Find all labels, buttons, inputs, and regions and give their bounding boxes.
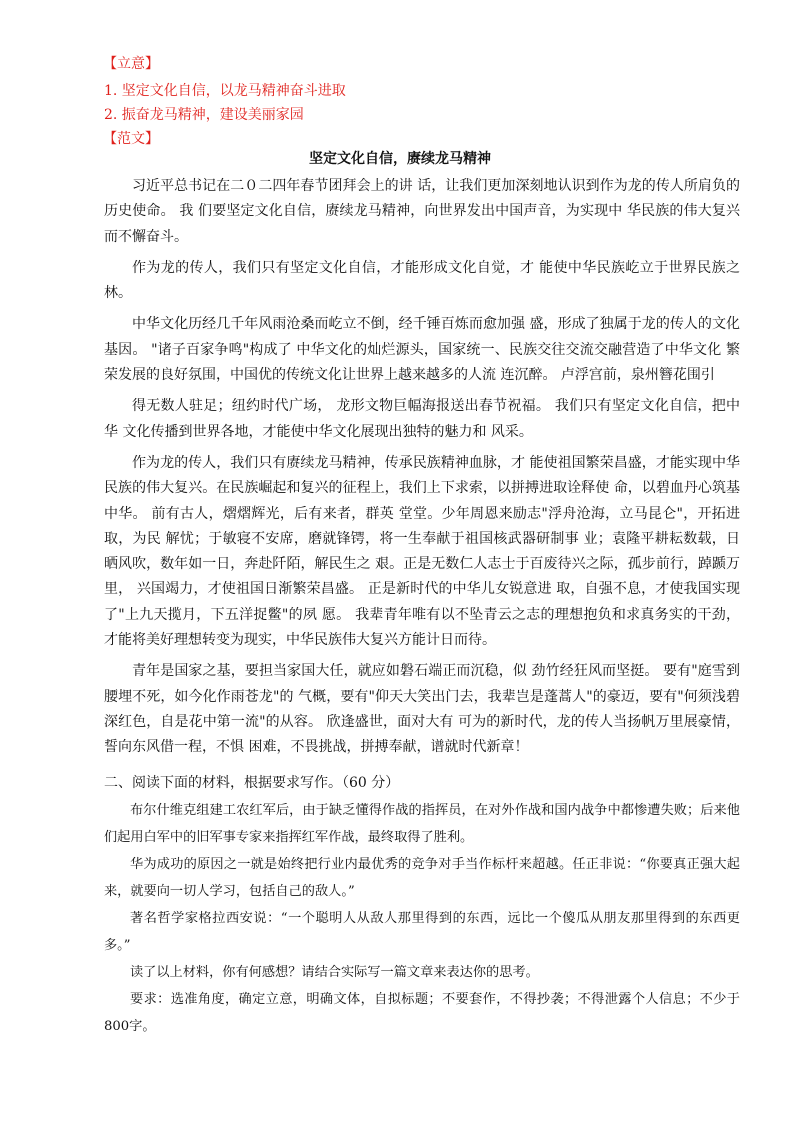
- essay-paragraph: 得无数人驻足；纽约时代广场， 龙形文物巨幅海报送出春节祝福。 我们只有坚定文化自信，把中华 文化传播到世界各地，才能使中华文化展现出独特的魅力和 风采。: [104, 398, 740, 440]
- essay-body: [104, 174, 740, 767]
- intent-point-2: 2. 振奋龙马精神，建设美丽家园: [104, 107, 304, 123]
- essay-paragraph: 中华文化历经几千年风雨沧桑而屹立不倒，经千锤百炼而愈加强 盛，形成了独属于龙的传人的文化基因。 "诸子百家争鸣"构成了 中华文化的灿烂源头，国家统一、民族交往交流交融营造了中华文化 繁荣发展的良好氛围，中国优的传统文化让世界上越来越多的人流 连沉醉。 卢浮宫前，泉州簪花围引: [104, 316, 740, 384]
- essay-paragraph: 作为龙的传人，我们只有坚定文化自信，才能形成文化自觉，才 能使中华民族屹立于世界民族之林。: [104, 259, 740, 302]
- intent-point-1: 1. 坚定文化自信，以龙马精神奋斗进取: [104, 83, 346, 99]
- essay-paragraph: 作为龙的传人，我们只有赓续龙马精神，传承民族精神血脉，才 能使祖国繁荣昌盛，才能实现中华民族的伟大复兴。在民族崛起和复兴的征程上，我们上下求索，以拼搏进取诠释使 命，以碧血丹心筑基中华。 前有古人，熠熠辉光，后有来者，群英 堂堂。少年周恩来励志"浮舟沧海，立马昆仑"，开拓进取，为民 解忧；于敏寝不安席，磨就锋锷，将一生奉献于祖国核武器研制事 业；袁隆平耕耘数载，日晒风吹，数年如一日，奔赴阡陌，解民生之 艰。正是无数仁人志士于百废待兴之际，孤步前行，踔踬万里， 兴国竭力，才使祖国日渐繁荣昌盛。 正是新时代的中华儿女锐意进 取，自强不息，才使我国实现了"上九天揽月，下五洋捉鳖"的夙 愿。 我辈青年唯有以不坠青云之志的理想抱负和求真务实的干劲，才能将美好理想转变为现实，中华民族伟大复兴方能计日而待。: [104, 454, 740, 649]
- essay-paragraph: 青年是国家之基，要担当家国大任，就应如磐石端正而沉稳，似 劲竹经狂风而坚挺。 要有"庭雪到腰埋不死，如今化作雨苍龙"的 气概，要有"仰天大笑出门去，我辈岂是蓬蒿人"的豪迈，要有"何须浅碧深红色，自是花中第一流"的从容。 欣逢盛世，面对大有 可为的新时代，龙的传人当扬帆万里展豪情，誓向东风借一程，不惧 困难，不畏挑战，拼搏奉献，谱就时代新章！: [104, 663, 740, 756]
- question-heading: 二、阅读下面的材料，根据要求写作。（60 分）: [104, 775, 400, 791]
- question-body: [104, 797, 740, 1040]
- sample-heading: 【范文】: [103, 131, 159, 147]
- intent-heading: 【立意】: [103, 56, 159, 72]
- prompt-paragraph: 读了以上材料，你有何感想？请结合实际写一篇文章来表达你的思考。: [130, 965, 539, 980]
- material-paragraph: 华为成功的原因之一就是始终把行业内最优秀的竞争对手当作标杆来超越。任正非说：“你要真正强大起来，就要向一切人学习，包括自己的敌人。”: [104, 857, 740, 899]
- essay-title: 坚定文化自信，赓续龙马精神: [309, 151, 491, 167]
- material-paragraph: 布尔什维克组建工农红军后，由于缺乏懂得作战的指挥员，在对外作战和国内战争中都惨遭失败；后来他们起用白军中的旧军事专家来指挥红军作战，最终取得了胜利。: [104, 803, 740, 845]
- material-paragraph: 著名哲学家格拉西安说：“一个聪明人从敌人那里得到的东西，远比一个傻瓜从朋友那里得到的东西更多。”: [104, 911, 740, 953]
- essay-paragraph: 习近平总书记在二０二四年春节团拜会上的讲 话，让我们更加深刻地认识到作为龙的传人所肩负的历史使命。 我 们要坚定文化自信，赓续龙马精神，向世界发出中国声音，为实现中 华民族的伟大复兴而不懈奋斗。: [104, 178, 740, 245]
- requirements-paragraph: 要求：选准角度，确定立意，明确文体，自拟标题；不要套作，不得抄袭；不得泄露个人信息；不少于800字。: [104, 992, 740, 1034]
